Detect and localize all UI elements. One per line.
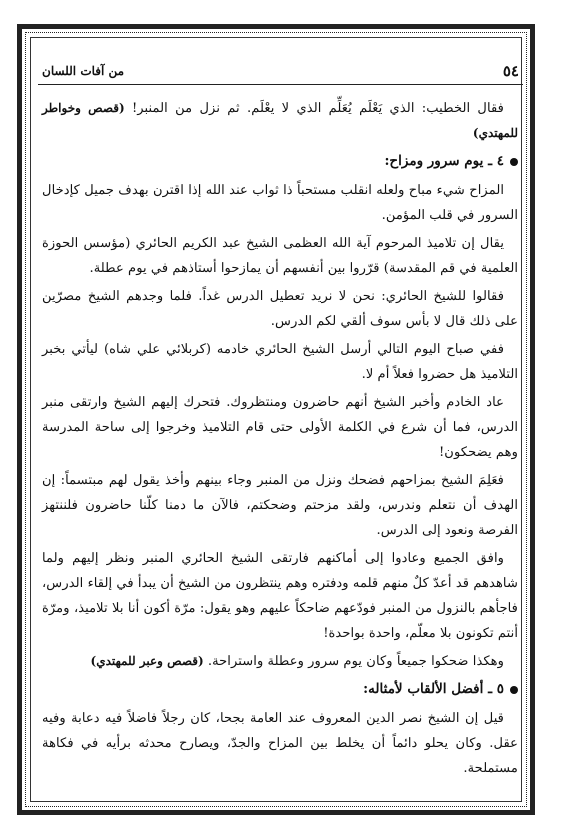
paragraph: [42, 178, 518, 228]
paragraph-text: فقالوا للشيخ الحائري: نحن لا نريد تعطيل الدرس غداً. فلما وجدهم الشيخ مصرّين على ذلك قال لا بأس سوف ألقي لكم الدرس.: [42, 289, 518, 329]
page-body: [42, 96, 518, 799]
paragraph-text: عاد الخادم وأخبر الشيخ أنهم حاضرون ومنتظروك. فتحرك إليهم الشيخ وارتقى منبر الدرس، فما أن شرع في الكلمة الأولى حتى قام التلاميذ وخرجوا إلى ساحة المدرسة وهم يضحكون!: [42, 395, 518, 460]
page-header: [38, 62, 523, 85]
paragraph-text: فعَلِمَ الشيخ بمزاحهم فضحك ونزل من المنبر وجاء بينهم وأخذ يقول لهم مبتسماً: إن الهدف أن نتعلم وندرس، ولقد مزحتم وضحكتم، فالآن ما دمنا كلّنا حاضرون فلننتهز الفرصة ونعود إلى الدرس.: [42, 473, 518, 538]
source-citation: (قصص وخواطر للمهتدي): [42, 101, 518, 140]
paragraph: [42, 390, 518, 465]
bullet-icon: [510, 686, 518, 694]
page-number: ٥٤: [502, 62, 519, 80]
paragraph: [42, 468, 518, 543]
paragraph: [42, 649, 518, 674]
section-heading: [42, 677, 518, 702]
paragraph-text: يقال إن تلاميذ المرحوم آية الله العظمى الشيخ عبد الكريم الحائري (مؤسس الحوزة العلمية في قم المقدسة) قرّروا بين أنفسهم أن يمازحوا أستاذهم في يوم عطلة.: [42, 236, 518, 276]
paragraph-text: ففي صباح اليوم التالي أرسل الشيخ الحائري خادمه (كربلائي علي شاه) ليأتي بخبر التلاميذ هل حضروا فعلاً أم لا.: [42, 342, 518, 382]
paragraph-text: فقال الخطيب: الذي يَعْلَم يُعَلِّم الذي لا يعْلَم. ثم نزل من المنبر!: [131, 101, 504, 116]
paragraph: [42, 337, 518, 387]
heading-text: ٤ ـ يوم سرور ومزاح:: [384, 153, 504, 169]
paragraph-text: المزاح شيء مباح ولعله انقلب مستحباً ذا ثواب عند الله إذا اقترن بهدف جميل كإدخال السرور في قلب المؤمن.: [42, 183, 518, 223]
heading-text: ٥ ـ أفضل الألقاب لأمثاله:: [363, 681, 504, 697]
paragraph: [42, 284, 518, 334]
paragraph-text: قيل إن الشيخ نصر الدين المعروف عند العامة بجحا، كان رجلاً فاضلاً فيه دعابة وفيه عقل. وكان يحلو دائماً أن يخلط بين المزاح والجدّ، ويصارح محدثه برأيه في فكاهة مستملحة.: [42, 711, 518, 776]
paragraph: [42, 231, 518, 281]
paragraph: [42, 706, 518, 781]
paragraph-text: وافق الجميع وعادوا إلى أماكنهم فارتقى الشيخ الحائري المنبر ونظر إليهم ولما شاهدهم قد أعدّ كلٌ منهم قلمه ودفتره وهم ينتظرون من الشيخ أن يبدأ في إلقاء الدرس، فاجأهم بالنزول من المنبر فودّعهم ضاحكاً عليهم وهو يقول: مرّة أكون أنا بلا تلاميذ، ومرّة أنتم تكونون بلا معلّم، واحدة بواحدة!: [42, 551, 518, 641]
source-citation: (قصص وعبر للمهتدي): [90, 654, 204, 668]
paragraph: [42, 546, 518, 646]
paragraph: [42, 96, 518, 146]
paragraph-text: وهكذا ضحكوا جميعاً وكان يوم سرور وعطلة واستراحة.: [207, 654, 504, 669]
section-heading: [42, 149, 518, 174]
bullet-icon: [510, 158, 518, 166]
running-title: من آفات اللسان: [42, 64, 125, 78]
